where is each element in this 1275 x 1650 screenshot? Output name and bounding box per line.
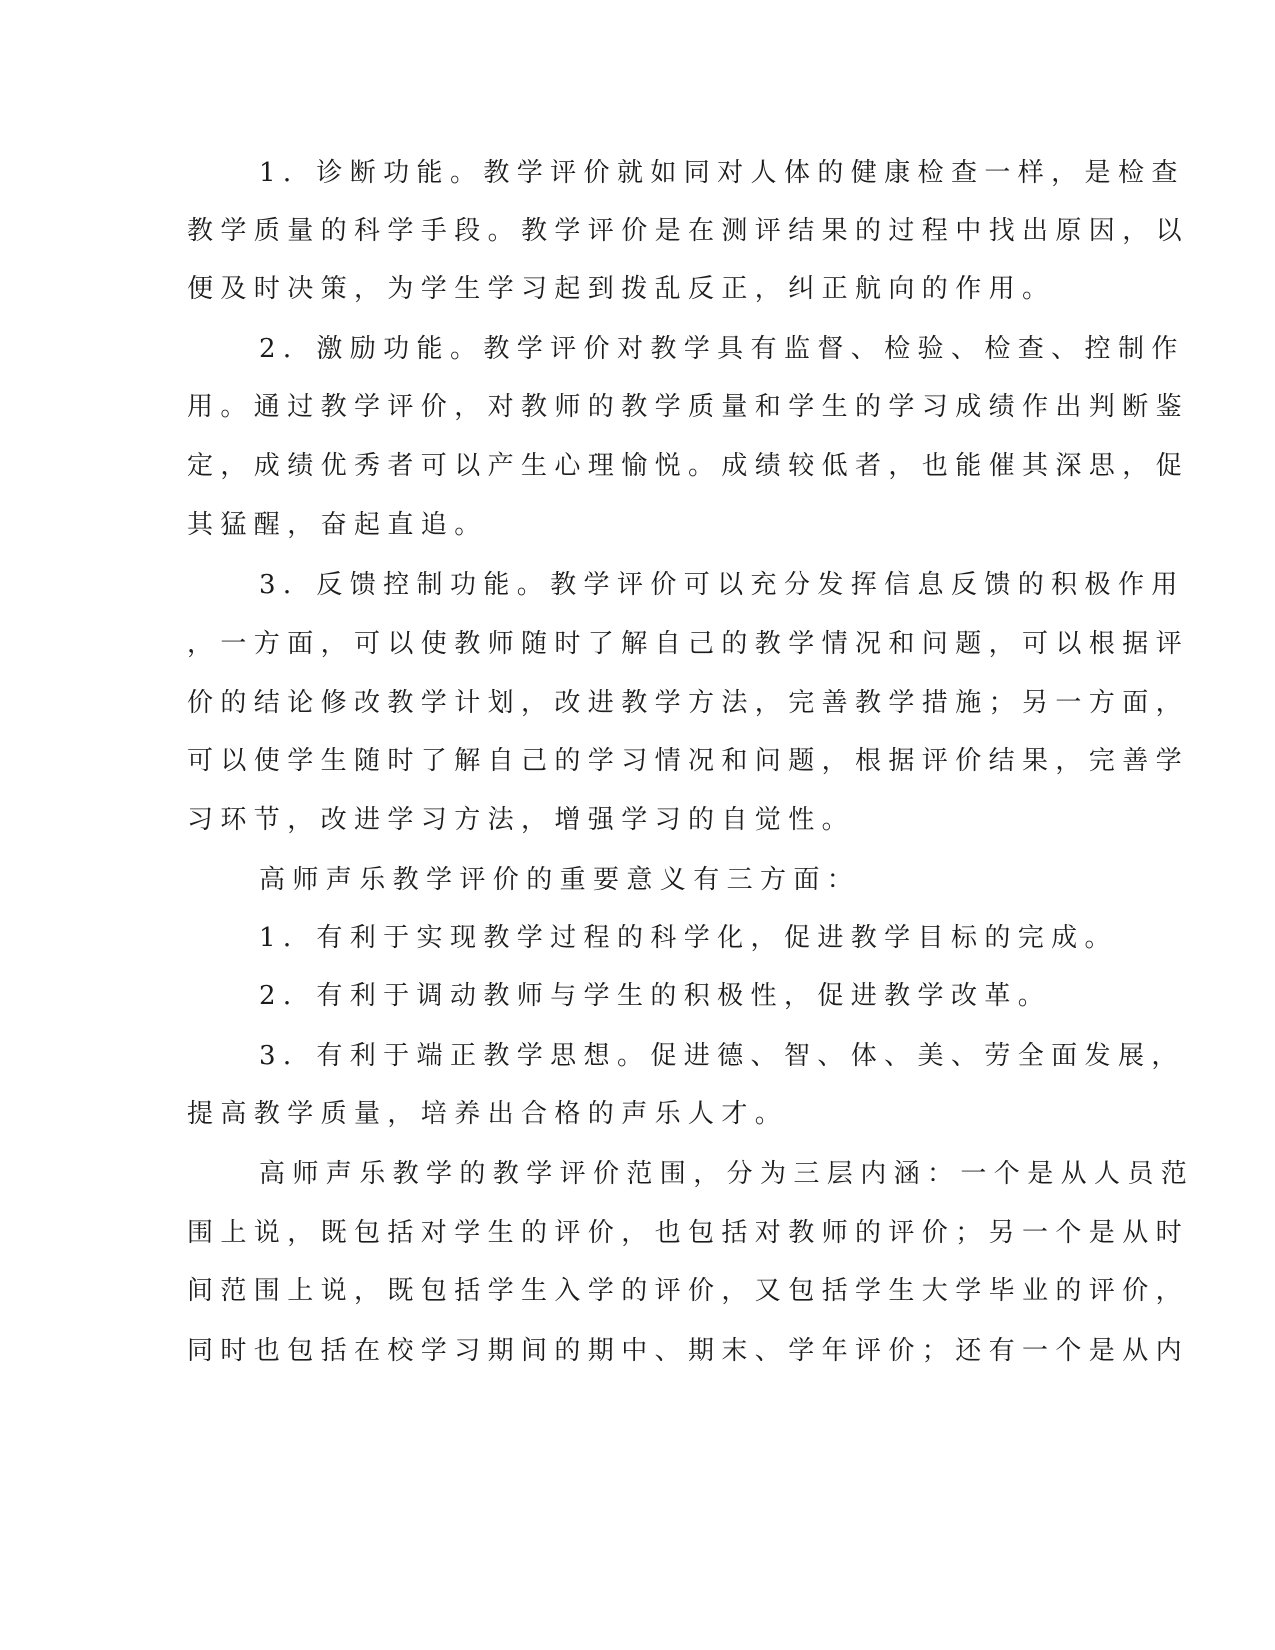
para-8-line-1: 高师声乐教学的教学评价范围，分为三层内涵：一个是从人员范: [259, 1159, 1195, 1189]
para-3-line-3: 价的结论修改教学计划，改进教学方法，完善教学措施；另一方面，: [187, 688, 1190, 718]
para-5-line-1: 1．有利于实现教学过程的科学化，促进教学目标的完成。: [259, 923, 1118, 953]
para-6-line-1: 2．有利于调动教师与学生的积极性，促进教学改革。: [259, 981, 1052, 1011]
para-1-line-1: 1．诊断功能。教学评价就如同对人体的健康检查一样，是检查: [259, 158, 1185, 188]
para-1-line-2: 教学质量的科学手段。教学评价是在测评结果的过程中找出原因，以: [187, 216, 1190, 246]
para-3-line-4: 可以使学生随时了解自己的学习情况和问题，根据评价结果，完善学: [187, 746, 1190, 776]
para-7-line-1: 3．有利于端正教学思想。促进德、智、体、美、劳全面发展，: [259, 1041, 1185, 1071]
para-3-line-5: 习环节，改进学习方法，增强学习的自觉性。: [187, 805, 856, 835]
para-8-line-3: 间范围上说，既包括学生入学的评价，又包括学生大学毕业的评价，: [187, 1276, 1190, 1306]
para-4-line-1: 高师声乐教学评价的重要意义有三方面：: [259, 865, 861, 895]
para-3-line-2: ，一方面，可以使教师随时了解自己的教学情况和问题，可以根据评: [187, 629, 1190, 659]
para-2-line-1: 2．激励功能。教学评价对教学具有监督、检验、检查、控制作: [259, 334, 1185, 364]
para-7-line-2: 提高教学质量，培养出合格的声乐人才。: [187, 1099, 789, 1129]
para-2-line-3: 定，成绩优秀者可以产生心理愉悦。成绩较低者，也能催其深思，促: [187, 451, 1190, 481]
para-2-line-2: 用。通过教学评价，对教师的教学质量和学生的学习成绩作出判断鉴: [187, 392, 1190, 422]
para-2-line-4: 其猛醒，奋起直追。: [187, 510, 488, 540]
para-3-line-1: 3．反馈控制功能。教学评价可以充分发挥信息反馈的积极作用: [259, 570, 1185, 600]
para-8-line-2: 围上说，既包括对学生的评价，也包括对教师的评价；另一个是从时: [187, 1218, 1190, 1248]
para-8-line-4: 同时也包括在校学习期间的期中、期末、学年评价；还有一个是从内: [187, 1336, 1190, 1366]
para-1-line-3: 便及时决策，为学生学习起到拨乱反正，纠正航向的作用。: [187, 274, 1056, 304]
